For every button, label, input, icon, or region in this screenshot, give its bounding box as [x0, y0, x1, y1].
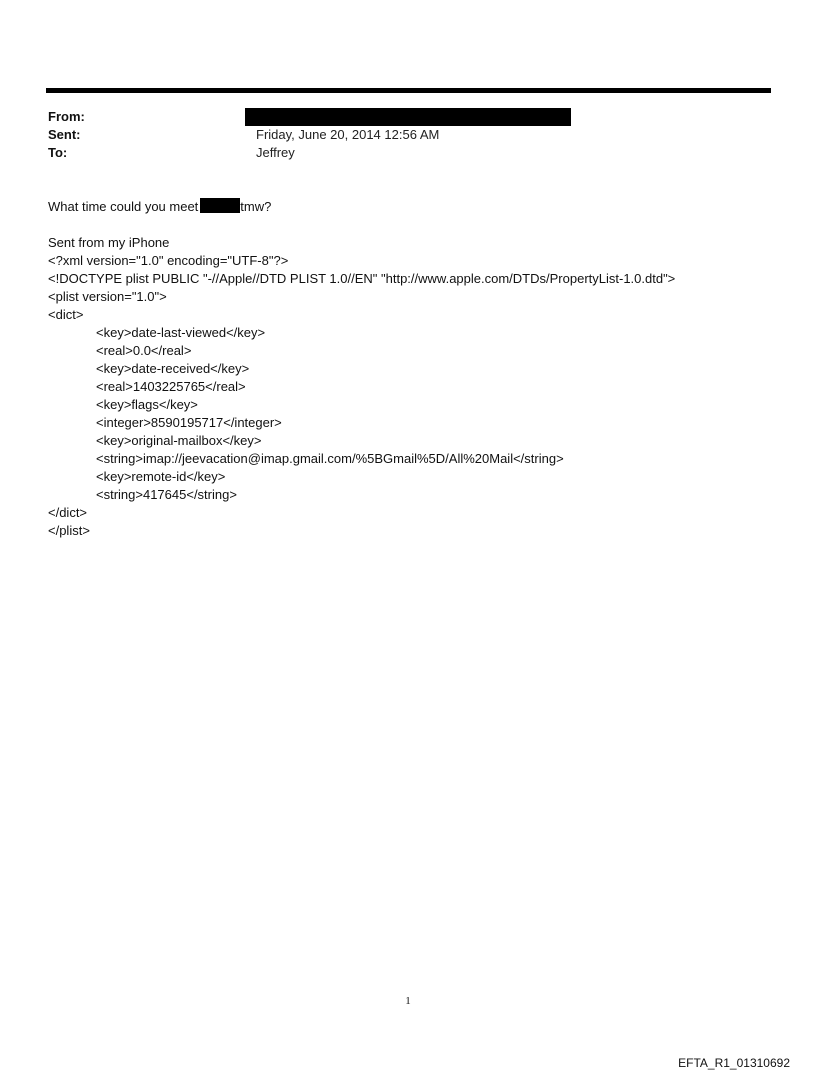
message-text-start: What time could you meet — [48, 199, 199, 214]
from-redaction — [245, 108, 571, 126]
to-label: To: — [48, 145, 68, 160]
document-id: EFTA_R1_01310692 — [678, 1056, 790, 1070]
plist-line: <key>date-received</key> — [96, 361, 250, 376]
plist-line: <string>417645</string> — [96, 487, 237, 502]
header-divider — [46, 88, 771, 93]
message-text-end: tmw? — [240, 199, 272, 214]
plist-line: <string>imap://jeevacation@imap.gmail.com/%5BGmail%5D/All%20Mail</string> — [96, 451, 564, 466]
signature-line: Sent from my iPhone — [48, 235, 170, 250]
plist-line: <real>0.0</real> — [96, 343, 192, 358]
plist-line: <plist version="1.0"> — [48, 289, 167, 304]
plist-line: <key>original-mailbox</key> — [96, 433, 262, 448]
plist-line: <!DOCTYPE plist PUBLIC "-//Apple//DTD PLIST 1.0//EN" "http://www.apple.com/DTDs/PropertyList-1.0.dtd"> — [48, 271, 676, 286]
plist-line: </plist> — [48, 523, 90, 538]
plist-line: <?xml version="1.0" encoding="UTF-8"?> — [48, 253, 289, 268]
plist-line: <real>1403225765</real> — [96, 379, 246, 394]
sent-label: Sent: — [48, 127, 81, 142]
plist-line: <key>remote-id</key> — [96, 469, 226, 484]
message-line — [48, 198, 271, 216]
page-number: 1 — [405, 995, 411, 1007]
to-value: Jeffrey — [256, 145, 295, 160]
plist-line: </dict> — [48, 505, 88, 520]
sent-value: Friday, June 20, 2014 12:56 AM — [256, 127, 440, 142]
name-redaction — [200, 198, 240, 213]
from-label: From: — [48, 109, 85, 124]
plist-line: <key>date-last-viewed</key> — [96, 325, 266, 340]
plist-line: <integer>8590195717</integer> — [96, 415, 282, 430]
plist-line: <key>flags</key> — [96, 397, 198, 412]
plist-line: <dict> — [48, 307, 84, 322]
